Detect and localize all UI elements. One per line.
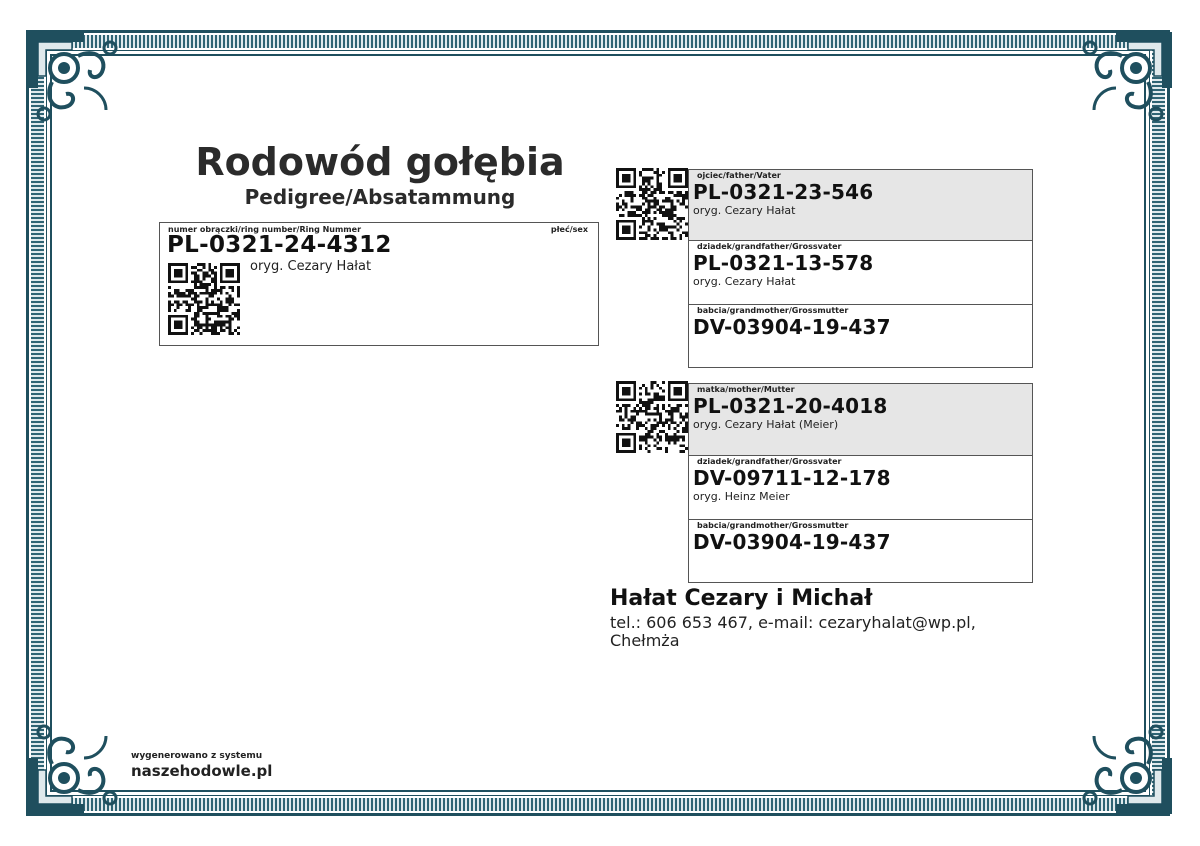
- mother-owner: oryg. Cezary Hałat (Meier): [693, 418, 839, 431]
- generator-site-name: naszehodowle.pl: [131, 762, 273, 780]
- father-card: [688, 169, 1033, 241]
- maternal-grandmother-card: [688, 519, 1033, 583]
- mother-card: [688, 383, 1033, 456]
- maternal-grandfather-owner: oryg. Heinz Meier: [693, 490, 790, 503]
- paternal-grandmother-ring-number: DV-03904-19-437: [693, 315, 891, 339]
- corner-ornament-icon: [1072, 714, 1176, 818]
- page-title: Rodowód gołębia: [195, 140, 565, 184]
- corner-ornament-icon: [1072, 28, 1176, 132]
- paternal-grandfather-owner: oryg. Cezary Hałat: [693, 275, 796, 288]
- maternal-grandmother-label: babcia/grandmother/Grossmutter: [697, 521, 849, 530]
- bird-owner: oryg. Cezary Hałat: [250, 259, 372, 274]
- qr-code-icon: [168, 263, 240, 335]
- paternal-grandfather-ring-number: PL-0321-13-578: [693, 251, 874, 275]
- maternal-grandfather-label: dziadek/grandfather/Grossvater: [697, 457, 842, 466]
- sex-label: płeć/sex: [550, 225, 588, 234]
- father-ring-number: PL-0321-23-546: [693, 180, 874, 204]
- qr-code-icon: [616, 168, 688, 240]
- page-subtitle: Pedigree/Absatammung: [244, 185, 516, 209]
- paternal-grandfather-card: [688, 240, 1033, 305]
- father-owner: oryg. Cezary Hałat: [693, 204, 796, 217]
- corner-ornament-icon: [24, 28, 128, 132]
- bird-ring-number: PL-0321-24-4312: [167, 232, 392, 258]
- qr-code-icon: [616, 381, 688, 453]
- breeder-name: Hałat Cezary i Michał: [610, 586, 873, 611]
- mother-label: matka/mother/Mutter: [697, 385, 795, 394]
- maternal-grandfather-ring-number: DV-09711-12-178: [693, 466, 891, 490]
- maternal-grandmother-ring-number: DV-03904-19-437: [693, 530, 891, 554]
- paternal-grandmother-card: [688, 304, 1033, 368]
- maternal-grandfather-card: [688, 455, 1033, 520]
- corner-ornament-icon: [24, 714, 128, 818]
- generated-by-label: wygenerowano z systemu: [131, 751, 263, 761]
- bird-card: [159, 222, 599, 346]
- father-label: ojciec/father/Vater: [697, 171, 781, 180]
- paternal-grandmother-label: babcia/grandmother/Grossmutter: [697, 306, 849, 315]
- mother-ring-number: PL-0321-20-4018: [693, 394, 888, 418]
- ring-number-label: numer obrączki/ring number/Ring Nummer: [168, 225, 362, 234]
- paternal-grandfather-label: dziadek/grandfather/Grossvater: [697, 242, 842, 251]
- breeder-contact: tel.: 606 653 467, e-mail: cezaryhalat@wp.pl, Chełmża: [610, 613, 976, 650]
